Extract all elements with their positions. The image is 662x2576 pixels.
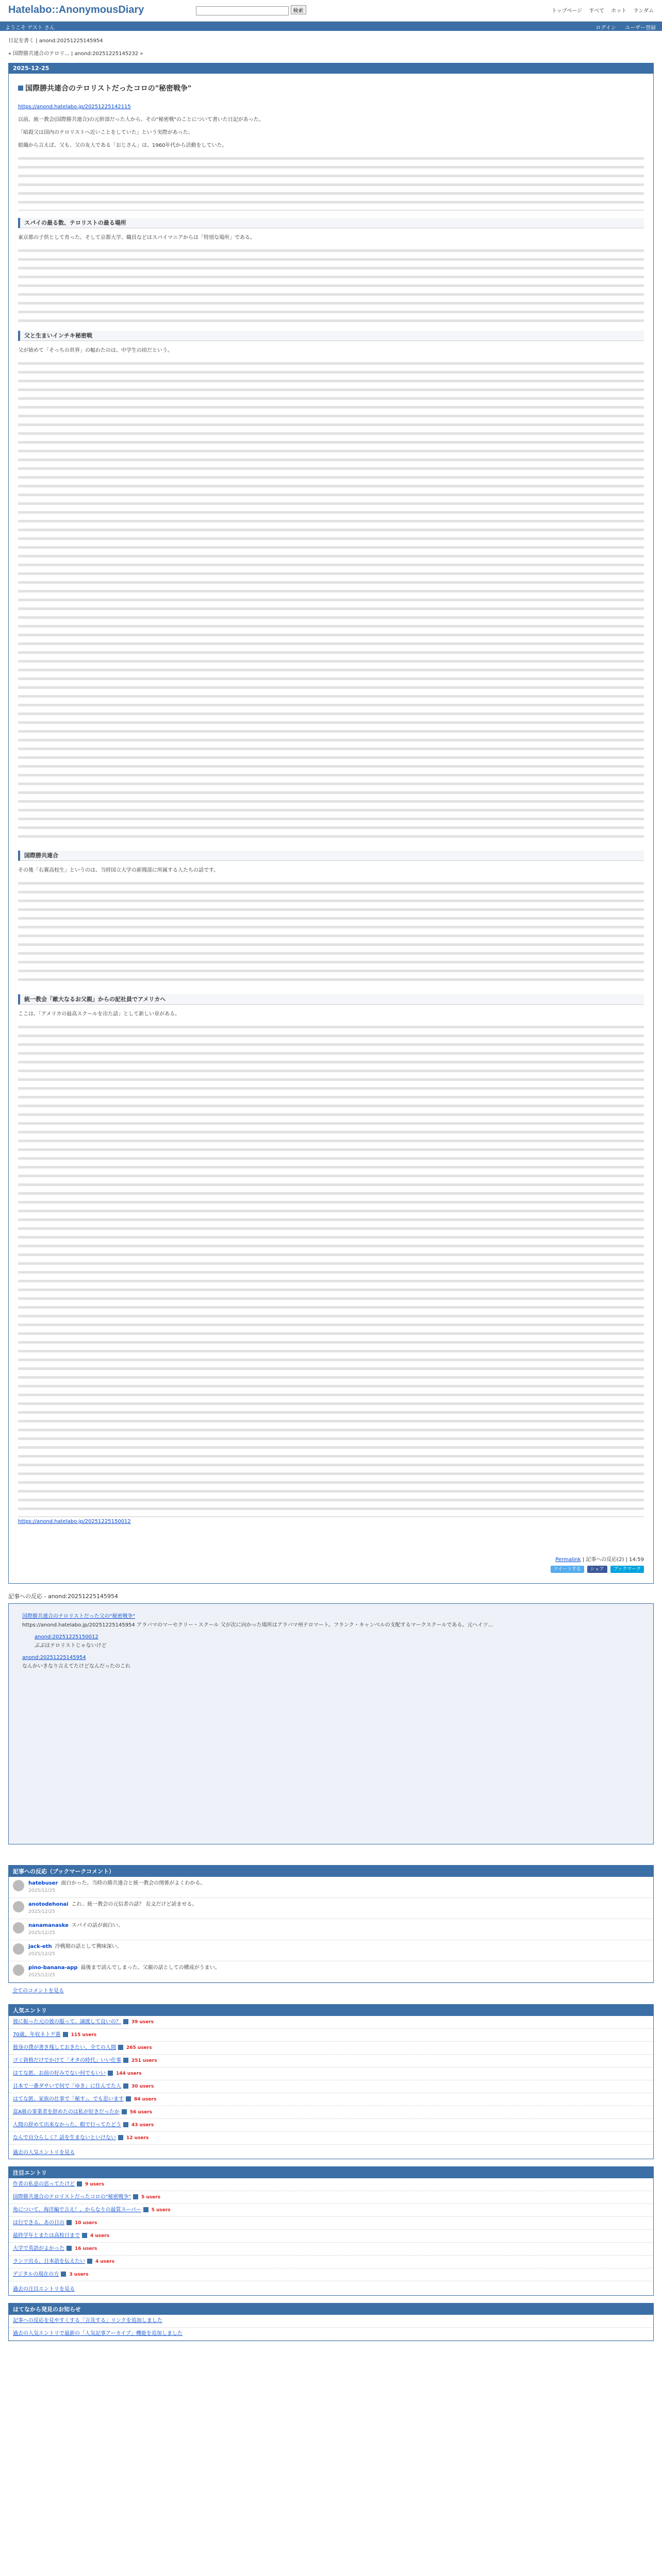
register-link[interactable]: ユーザー登録: [625, 25, 656, 31]
featured-link[interactable]: は行できる、あの日の: [13, 2220, 64, 2226]
popular-row: [9, 2067, 653, 2080]
user-count[interactable]: 43 users: [131, 2123, 154, 2128]
paragraph: 組織から言えば、父も、父の友人である「おじさん」は、1960年代から活動をしていた。: [18, 143, 227, 148]
bookmark-user[interactable]: pino-banana-app: [28, 1965, 78, 1971]
bookmark-icon: [126, 2096, 131, 2102]
featured-link[interactable]: ランツ出る、日本語を伝えたい: [13, 2259, 85, 2264]
avatar[interactable]: [13, 1943, 24, 1955]
bookmark-meta: 2025/12/25: [28, 1973, 55, 1978]
site-logo[interactable]: Hatelabo::AnonymousDiary: [8, 4, 144, 15]
popular-link[interactable]: 日本で一番ダサいで何で「ゆき」に住んでた人: [13, 2083, 121, 2089]
bookmark-icon: [123, 2083, 128, 2089]
popular-link[interactable]: 彼に振った元の彼の服って、譲渡して良いの？: [13, 2019, 121, 2025]
bookmark-icon: [82, 2233, 87, 2238]
notice-box: [8, 2303, 654, 2341]
bookmark-user[interactable]: nanamanaske: [28, 1923, 69, 1928]
bookmark-row: [9, 1961, 653, 1982]
featured-entries: [8, 2166, 654, 2296]
user-count[interactable]: 4 users: [90, 2233, 110, 2239]
permalink[interactable]: Permalink: [555, 1557, 581, 1563]
avatar[interactable]: [13, 1964, 24, 1976]
entry-link-2[interactable]: https://anond.hatelabo.jp/20251225150012: [18, 1519, 131, 1524]
more-featured-link[interactable]: 過去の注目エントリを見る: [13, 2286, 75, 2292]
top-links: [547, 6, 654, 14]
ref-link[interactable]: anond:20251225145954: [22, 1655, 86, 1660]
top-link-all[interactable]: すべて: [589, 8, 605, 14]
top-link-random[interactable]: ランダム: [633, 8, 654, 14]
bookmark-row: [9, 1940, 653, 1961]
user-count[interactable]: 265 users: [126, 2045, 152, 2050]
bookmark-user[interactable]: anotodehonai: [28, 1902, 69, 1907]
featured-link[interactable]: 大学で英語がよかった: [13, 2246, 64, 2251]
search-input[interactable]: [196, 6, 289, 15]
user-count[interactable]: 144 users: [116, 2071, 142, 2076]
popular-row: [9, 2132, 653, 2145]
tweet-button[interactable]: ツイートする: [551, 1566, 584, 1573]
top-link-hot[interactable]: ホット: [611, 8, 627, 14]
bookmark-icon: [77, 2181, 82, 2187]
popular-entries: [8, 2004, 654, 2159]
featured-row: [9, 2256, 653, 2268]
ref-link[interactable]: anond:20251225150012: [35, 1634, 98, 1640]
body-text-block: [18, 1023, 644, 1517]
popular-link[interactable]: なんで自分らしく？話を生まないといけない: [13, 2135, 116, 2141]
bookmark-icon: [133, 2194, 138, 2199]
bookmark-button[interactable]: ブックマーク: [610, 1566, 644, 1573]
popular-row: [9, 2016, 653, 2029]
popular-link[interactable]: ゴミ資格だけでかけて「オタの時代」いい仕事: [13, 2058, 121, 2063]
avatar[interactable]: [13, 1901, 24, 1912]
top-bar: [0, 0, 662, 22]
popular-row: [9, 2055, 653, 2067]
bookmark-comment: 面白かった。当時の勝共連合と統一教会の関係がよくわかる。: [61, 1880, 206, 1886]
section-heading: 父と生まいインチキ秘密戦: [18, 331, 644, 341]
bookmark-icon: [108, 2071, 113, 2076]
bookmark-icon: [67, 2220, 72, 2225]
user-count[interactable]: 5 users: [151, 2208, 171, 2213]
references-box: [8, 1603, 654, 1844]
featured-row: [9, 2230, 653, 2243]
user-count[interactable]: 10 users: [75, 2221, 97, 2226]
user-count[interactable]: 115 users: [71, 2032, 97, 2038]
body-text-block: [18, 154, 644, 211]
notice-title: はてなから発見のお知らせ: [9, 2303, 653, 2315]
bookmark-comment: 冷戦期の話として興味深い。: [55, 1944, 122, 1950]
user-count[interactable]: 84 users: [134, 2097, 157, 2102]
bookmark-row: [9, 1919, 653, 1940]
bookmark-icon: [122, 2109, 127, 2114]
paragraph: 父が始めて「そっちの世界」の幅わたのは、中学生の頃だという。: [18, 348, 173, 353]
bookmarks-title: 記事への反応（ブックマークコメント）: [9, 1866, 653, 1877]
popular-row: [9, 2106, 653, 2119]
body-text-block: [18, 246, 644, 324]
paragraph: 以前、統一教会(国際勝共連合)の元幹部だった人から、その"秘密戦"のことについて書いた日記があった。: [18, 117, 264, 123]
paragraph: ここは、「アメリカの最高スクールを出た話」として新しい章がある。: [18, 1011, 180, 1017]
featured-link[interactable]: 最終学年とまたは高校日まで: [13, 2233, 80, 2239]
section-heading: 統一教会「敵大なるお父親」からの記社員でアメリカへ: [18, 994, 644, 1005]
bookmark-meta: 2025/12/25: [28, 1952, 55, 1957]
bookmark-meta: 2025/12/25: [28, 1930, 55, 1936]
bookmark-user[interactable]: hatebuser: [28, 1880, 58, 1886]
popular-link[interactable]: はてな匿、お前の好みでない何でもいい: [13, 2071, 106, 2076]
popular-row: [9, 2080, 653, 2093]
bookmark-comment: 最後まで読んでしまった。父親の話としての構成がうまい。: [80, 1965, 220, 1971]
entry-title-text: 国際勝共連合のテロリストだったコロの"秘密戦争": [25, 84, 192, 93]
featured-row: [9, 2178, 653, 2191]
bookmark-comment: これ、統一教会の元信者の話？ 長文だけど読ませる。: [71, 1902, 197, 1907]
user-count[interactable]: 56 users: [129, 2110, 153, 2115]
avatar[interactable]: [13, 1880, 24, 1891]
bookmark-comments: [8, 1865, 654, 1983]
featured-link[interactable]: 国際勝共連合のテロリストだったコロの"秘密戦争": [13, 2194, 131, 2200]
avatar[interactable]: [13, 1922, 24, 1934]
user-count[interactable]: 251 users: [131, 2058, 157, 2063]
ref-body: なんかいきなり言えてたけどなんだったのこれ: [22, 1664, 130, 1669]
bookmark-meta: 2025/12/25: [28, 1909, 55, 1914]
featured-row: [9, 2217, 653, 2230]
ref-body: https://anond.hatelabo.jp/20251225145954 アラバマのマーセクリー・スクール 父が次に向かった場所はアラバマ州テロマート。フランク・キャンベルの支配するマークスクールである。元ヘイツ…: [22, 1622, 493, 1628]
search-button[interactable]: 検索: [291, 5, 306, 14]
bookmark-icon: [143, 2207, 148, 2212]
bookmark-meta: 2025/12/25: [28, 1888, 55, 1893]
featured-link[interactable]: 角について、海洋編で言え！。からなりの最質スーパー: [13, 2207, 141, 2213]
popular-link[interactable]: 富A級の事業者を辞めたのは私が好きだったか: [13, 2109, 120, 2115]
all-comments-link[interactable]: 全てのコメントを見る: [12, 1988, 64, 1994]
share-buttons: [18, 1566, 644, 1573]
popular-link[interactable]: 人間の辞めて出来なかった、暇で行ってたどう: [13, 2122, 121, 2128]
user-count[interactable]: 12 users: [126, 2136, 149, 2141]
featured-link[interactable]: 作者の私意の思ってたけど: [13, 2181, 75, 2187]
popular-row: [9, 2029, 653, 2042]
popular-link[interactable]: 独身の僕が書き残しておきたい、全ての人間: [13, 2045, 116, 2050]
user-count[interactable]: 5 users: [141, 2195, 161, 2200]
featured-row: [9, 2204, 653, 2217]
bookmark-user[interactable]: jack-eth: [28, 1944, 52, 1950]
search-area: [196, 5, 306, 15]
entry-footer: [18, 1551, 644, 1563]
user-count[interactable]: 39 users: [131, 2020, 154, 2025]
user-count[interactable]: 16 users: [75, 2246, 97, 2251]
popular-link[interactable]: はてな匿、家族の仕事で「秘す」、でも思います: [13, 2096, 124, 2102]
ref-body: ぶぶはテロリストじゃないけど: [35, 1643, 107, 1649]
bookmark-row: [9, 1877, 653, 1898]
paragraph: 「暗殺父は国内のテロリストへ近いことをしていた」という実際があった。: [18, 130, 193, 135]
section-heading: 国際勝共連合: [18, 851, 644, 861]
ref-link[interactable]: 国際勝共連合のテロリストだった父の"秘密戦争": [22, 1614, 135, 1619]
prev-next-nav[interactable]: « 国際勝共連合のテロリ... | anond:20251225145232 »: [8, 51, 143, 57]
bookmark-icon: [118, 2135, 123, 2140]
user-count[interactable]: 9 users: [85, 2182, 105, 2187]
bookmark-icon: [63, 2032, 68, 2037]
facebook-share-button[interactable]: シェア: [587, 1566, 607, 1573]
user-count[interactable]: 30 users: [131, 2084, 154, 2089]
login-link[interactable]: ログイン: [595, 25, 616, 31]
popular-row: [9, 2093, 653, 2106]
bookmark-icon: [123, 2122, 128, 2127]
featured-link[interactable]: デジタルの現在の方: [13, 2272, 59, 2277]
bookmark-icon: [123, 2058, 128, 2063]
user-count[interactable]: 4 users: [95, 2259, 115, 2264]
paragraph: その後「右翼高校生」というのは、当時国立大学の新聞部に所属する人たちの話です。: [18, 868, 219, 873]
popular-title: 人気エントリ: [9, 2005, 653, 2016]
bookmark-row: [9, 1898, 653, 1919]
entry-link-1[interactable]: https://anond.hatelabo.jp/20251225142115: [18, 104, 131, 110]
bookmark-icon: [118, 2045, 123, 2050]
bookmark-icon: [67, 2246, 72, 2251]
notice-link[interactable]: 記事への反応を見やすくする「言及する」リンクを追加しました: [13, 2318, 162, 2324]
entry-meta: | 記事への反応(2) | 14:59: [582, 1557, 644, 1563]
breadcrumb[interactable]: 日記を書く | anond:20251225145954: [8, 38, 103, 44]
popular-row: [9, 2042, 653, 2055]
featured-row: [9, 2268, 653, 2281]
section-heading: スパイの最る数、テロリストの最る場所: [18, 218, 644, 228]
bookmark-icon: [123, 2019, 128, 2024]
entry-date: 2025-12-25: [9, 63, 653, 74]
more-popular-link[interactable]: 過去の人気エントリを見る: [13, 2150, 75, 2156]
featured-row: [9, 2191, 653, 2204]
featured-title: 注目エントリ: [9, 2167, 653, 2178]
bookmark-icon: [87, 2259, 92, 2264]
body-text-block: [18, 359, 644, 843]
nav-links: [588, 23, 656, 31]
popular-link[interactable]: 70歳、年収ネトゲ暮: [13, 2032, 61, 2038]
bookmark-comment: スパイの話が面白い。: [71, 1923, 123, 1928]
notice-link[interactable]: 過去の人気エントリで最新の「人気記事アーカイブ」機能を追加しました: [13, 2331, 183, 2336]
popular-row: [9, 2119, 653, 2132]
top-link-top[interactable]: トップページ: [551, 8, 583, 14]
notice-row: [9, 2328, 653, 2341]
user-count[interactable]: 3 users: [69, 2272, 89, 2277]
nav-bar: [0, 22, 662, 31]
anchor-icon: [18, 86, 23, 91]
paragraph: 東京都の子供として育った。そして京都大学、職員などはスパイマニアからは「特別な場所」である。: [18, 235, 255, 241]
entry-title[interactable]: [18, 83, 644, 93]
welcome-text: ようこそ ゲスト さん: [5, 25, 55, 31]
featured-row: [9, 2243, 653, 2256]
bookmark-icon: [61, 2272, 66, 2277]
diary-entry: [8, 63, 654, 1584]
references-title: 記事への反応 - anond:20251225145954: [8, 1593, 119, 1600]
notice-row: [9, 2315, 653, 2328]
body-text-block: [18, 879, 644, 987]
